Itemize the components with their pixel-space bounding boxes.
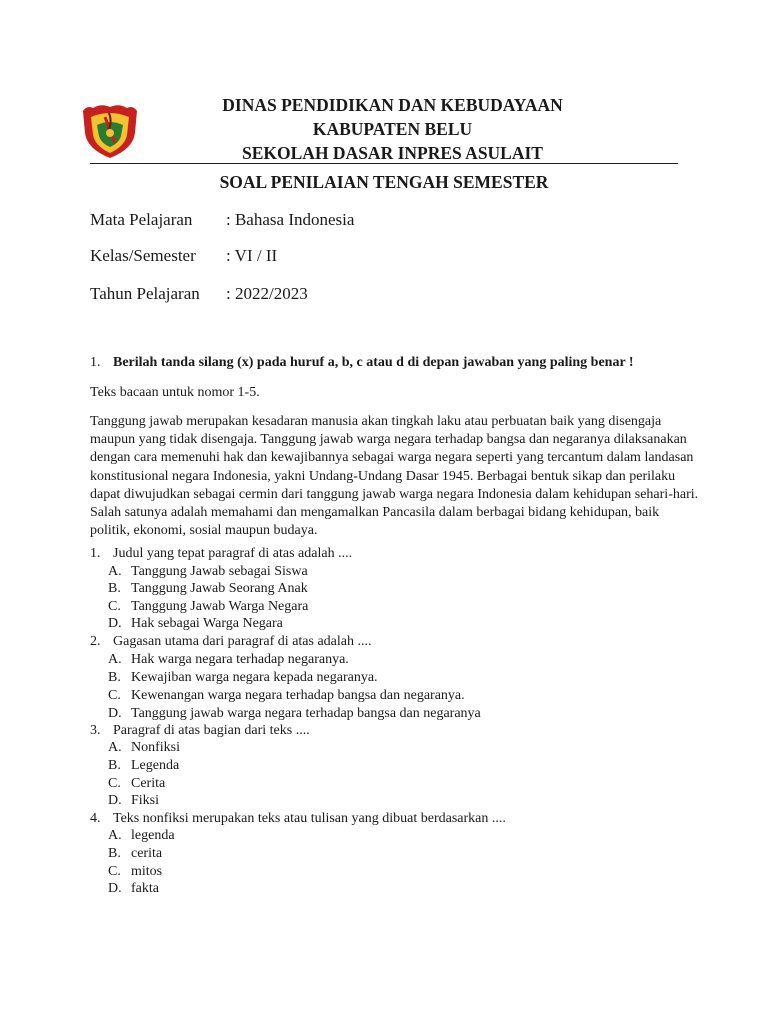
option-letter: C. — [108, 599, 121, 614]
option-text: Cerita — [131, 776, 166, 791]
paragraph-line: Salah satunya adalah memahami dan mengamalkan Pancasila dalam berbagai bidang kehidupan, baik — [90, 505, 660, 521]
option-letter: D. — [108, 706, 122, 721]
option-text: Legenda — [131, 758, 180, 773]
header-line-3: SEKOLAH DASAR INPRES ASULAIT — [242, 143, 543, 163]
question-1 — [90, 546, 352, 562]
option-letter: A. — [108, 740, 122, 755]
option-3d[interactable] — [108, 793, 159, 809]
school-header — [0, 93, 768, 165]
option-text: Tanggung Jawab sebagai Siswa — [131, 564, 308, 579]
option-3c[interactable] — [108, 776, 165, 792]
instruction-number: 1. — [90, 355, 101, 370]
option-text: cerita — [131, 846, 163, 861]
instruction-text: Berilah tanda silang (x) pada huruf a, b, c atau d di depan jawaban yang paling benar ! — [113, 355, 634, 370]
question-2 — [90, 634, 372, 650]
option-letter: C. — [108, 864, 121, 879]
option-2a[interactable] — [108, 652, 349, 668]
option-3b[interactable] — [108, 758, 179, 774]
option-letter: A. — [108, 828, 122, 843]
question-4 — [90, 811, 506, 827]
info-value: : Bahasa Indonesia — [226, 210, 355, 229]
paragraph-line: maupun yang tidak disengaja. Tanggung jawab warga negara terhadap bangsa dan negaranya dilaksanakan — [90, 432, 687, 448]
option-letter: A. — [108, 564, 122, 579]
option-text: fakta — [131, 881, 159, 896]
info-label: Tahun Pelajaran — [90, 284, 200, 303]
option-1d[interactable] — [108, 616, 283, 632]
header-line-2: KABUPATEN BELU — [312, 119, 473, 139]
option-letter: B. — [108, 846, 121, 861]
info-label: Kelas/Semester — [90, 246, 196, 265]
question-text: Gagasan utama dari paragraf di atas adalah .... — [113, 634, 372, 649]
option-letter: B. — [108, 758, 121, 773]
option-1b[interactable] — [108, 581, 308, 597]
question-number: 4. — [90, 811, 101, 826]
option-2c[interactable] — [108, 688, 465, 704]
option-4d[interactable] — [108, 881, 159, 897]
option-text: Nonfiksi — [131, 740, 180, 755]
option-2b[interactable] — [108, 670, 378, 686]
option-letter: C. — [108, 776, 121, 791]
option-1c[interactable] — [108, 599, 308, 615]
question-number: 1. — [90, 546, 101, 561]
paragraph-line: politik, ekonomi, sosial maupun budaya. — [90, 523, 318, 539]
reading-label: Teks bacaan untuk nomor 1-5. — [90, 385, 260, 400]
option-letter: A. — [108, 652, 122, 667]
reading-paragraph — [90, 413, 699, 540]
option-letter: D. — [108, 881, 122, 896]
option-text: mitos — [131, 864, 163, 879]
exam-title: SOAL PENILAIAN TENGAH SEMESTER — [219, 172, 549, 192]
info-value: : 2022/2023 — [226, 284, 308, 303]
option-3a[interactable] — [108, 740, 180, 756]
option-text: Kewenangan warga negara terhadap bangsa dan negaranya. — [131, 688, 465, 703]
paragraph-line: dapat diwujudkan sebagai cermin dari tanggung jawab warga negara Indonesia dalam kehidupan sehari-hari. — [90, 486, 699, 502]
info-value: : VI / II — [226, 246, 278, 265]
option-letter: C. — [108, 688, 121, 703]
info-label: Mata Pelajaran — [90, 210, 193, 229]
option-2d[interactable] — [108, 706, 481, 722]
question-3 — [90, 723, 310, 739]
question-number: 2. — [90, 634, 101, 649]
header-line-1: DINAS PENDIDIKAN DAN KEBUDAYAAN — [222, 95, 563, 115]
option-text: Hak sebagai Warga Negara — [131, 616, 283, 631]
option-4c[interactable] — [108, 864, 162, 880]
option-4b[interactable] — [108, 846, 162, 862]
option-letter: D. — [108, 616, 122, 631]
option-text: Kewajiban warga negara kepada negaranya. — [131, 670, 378, 685]
paragraph-line: dengan cara memenuhi hak dan kewajibannya sebagai warga negara seperti yang tercantum dalam landasan — [90, 450, 694, 466]
question-number: 3. — [90, 723, 101, 738]
paragraph-line: Tanggung jawab merupakan kesadaran manusia akan tingkah laku atau perbuatan baik yang disengaja — [90, 414, 662, 429]
instruction — [90, 355, 634, 371]
question-text: Judul yang tepat paragraf di atas adalah .... — [113, 546, 353, 561]
option-text: Fiksi — [131, 793, 160, 808]
header-divider — [90, 163, 678, 164]
option-text: Hak warga negara terhadap negaranya. — [131, 652, 349, 667]
option-letter: B. — [108, 581, 121, 596]
option-letter: B. — [108, 670, 121, 685]
question-text: Paragraf di atas bagian dari teks .... — [113, 723, 310, 738]
question-text: Teks nonfiksi merupakan teks atau tulisan yang dibuat berdasarkan .... — [113, 811, 506, 826]
option-text: Tanggung Jawab Warga Negara — [131, 599, 309, 614]
option-text: Tanggung Jawab Seorang Anak — [131, 581, 308, 596]
option-text: Tanggung jawab warga negara terhadap bangsa dan negaranya — [131, 706, 481, 721]
paragraph-line: konstitusional negara Indonesia, yakni Undang-Undang Dasar 1945. Berbagai bentuk sikap dan perilaku — [90, 468, 676, 484]
option-text: legenda — [131, 828, 175, 843]
option-letter: D. — [108, 793, 122, 808]
option-1a[interactable] — [108, 564, 308, 580]
option-4a[interactable] — [108, 828, 175, 844]
